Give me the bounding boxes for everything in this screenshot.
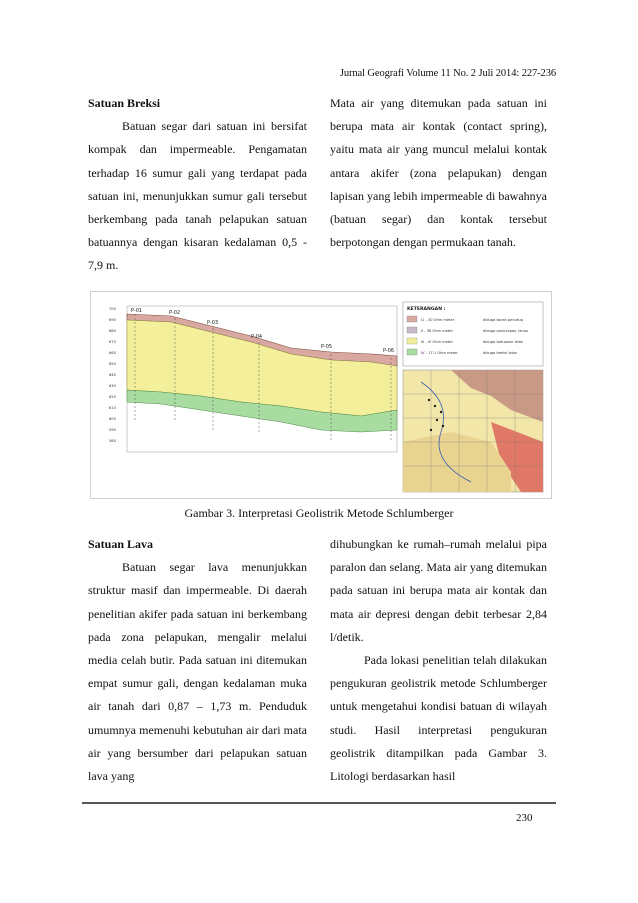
point-label-p01: P-01	[131, 308, 143, 314]
point-label-p05: P-05	[321, 344, 333, 350]
section-heading-breksi: Satuan Breksi	[88, 96, 161, 110]
journal-header: Jurnal Geografi Volume 11 No. 2 Juli 2014: 227-236	[339, 68, 556, 79]
paragraph-lava: Batuan segar lava menunjukkan struktur masif dan impermeable. Di daerah penelitian akifer pada satuan ini berkembang pada zona pelapukan, mengalir melalui media celah butir. Pada satuan ini ditemukan empat sumur gali, dengan kedalaman muka air tanah dari 0,87 – 1,73 m. Penduduk umumnya memenuhi kebutuhan air dari mata air yang bersumber dari pelapukan satuan lava yang	[88, 560, 307, 784]
column-right-top	[330, 92, 547, 254]
paragraph-pipa: dihubungkan ke rumah–rumah melalui pipa paralon dan selang. Mata air yang ditemukan pada satuan ini berupa mata air kontak dan mata air depresi dengan debit terbesar 2,84 l/detik.	[330, 537, 547, 644]
geoelectric-section-svg	[91, 292, 551, 498]
legend-desc: diduga tanah penutup	[483, 318, 523, 322]
y-tick: 590	[109, 428, 116, 432]
legend-desc: diduga batupasir lelan	[483, 340, 524, 344]
y-tick: 610	[109, 406, 116, 410]
legend-code: I1 - 30 Ohm meter	[421, 318, 455, 322]
legend-code: III - IV Ohm meter	[421, 340, 453, 344]
column-satuan-lava	[88, 533, 307, 788]
paragraph-mata-air: Mata air yang ditemukan pada satuan ini berupa mata air kontak (contact spring), yaitu mata air yang muncul melalui kontak antara akifer (zona pelapukan) dengan lapisan yang lebih impermeable di bawahnya (batuan segar) dan kontak tersebut berpotongan dengan permukaan tanah.	[330, 96, 547, 250]
page-number: 230	[516, 812, 533, 824]
point-label-p04: P-04	[251, 334, 263, 340]
footer-rule	[82, 802, 556, 804]
geoelectric-figure	[90, 291, 552, 499]
legend-code: IV - 17.1 Ohm meter	[421, 351, 458, 355]
legend-swatch-sand	[407, 327, 417, 333]
point-label-p03: P-03	[207, 320, 219, 326]
y-tick: 680	[109, 329, 116, 333]
y-tick: 670	[109, 340, 116, 344]
cross-section	[105, 300, 405, 452]
location-map	[403, 370, 543, 492]
figure-caption: Gambar 3. Interpretasi Geolistrik Metode Schlumberger	[184, 506, 454, 520]
point-label-p02: P-02	[169, 310, 181, 316]
column-satuan-breksi	[88, 92, 307, 278]
legend-swatch-sandstone	[407, 338, 417, 344]
y-tick: 620	[109, 395, 116, 399]
y-tick: 650	[109, 362, 116, 366]
y-tick: 640	[109, 373, 116, 377]
legend-code: II - 36 Ohm meter	[421, 329, 453, 333]
y-tick: 690	[109, 318, 116, 322]
legend-desc: diduga breksi lelan	[483, 351, 518, 355]
y-tick: 660	[109, 351, 116, 355]
y-tick: 700	[109, 307, 116, 311]
y-tick: 600	[109, 417, 116, 421]
point-label-p06: P-06	[383, 348, 395, 354]
legend-desc: diduga pasir-lepas, lanau	[483, 329, 529, 333]
legend-swatch-breccia	[407, 349, 417, 355]
section-heading-lava: Satuan Lava	[88, 537, 154, 551]
y-tick: 580	[109, 439, 116, 443]
paragraph-geolistrik: Pada lokasi penelitian telah dilakukan pengukuran geolistrik metode Schlumberger untuk mengetahui kondisi batuan di wilayah studi. Hasil interpretasi pengukuran geolistrik ditampilkan pada Gambar 3. Litologi berdasarkan hasil	[330, 653, 547, 784]
figure-legend	[403, 302, 543, 366]
legend-swatch-topsoil	[407, 316, 417, 322]
legend-title: KETERANGAN :	[407, 307, 446, 312]
y-tick: 630	[109, 384, 116, 388]
column-right-bottom	[330, 533, 547, 788]
paragraph-breksi: Batuan segar dari satuan ini bersifat kompak dan impermeable. Pengamatan terhadap 16 sumur gali yang terdapat pada satuan ini, menunjukkan sumur gali tersebut berkembang pada tanah pelapukan satuan batuannya dengan kisaran kedalaman 0,5 - 7,9 m.	[88, 119, 307, 273]
